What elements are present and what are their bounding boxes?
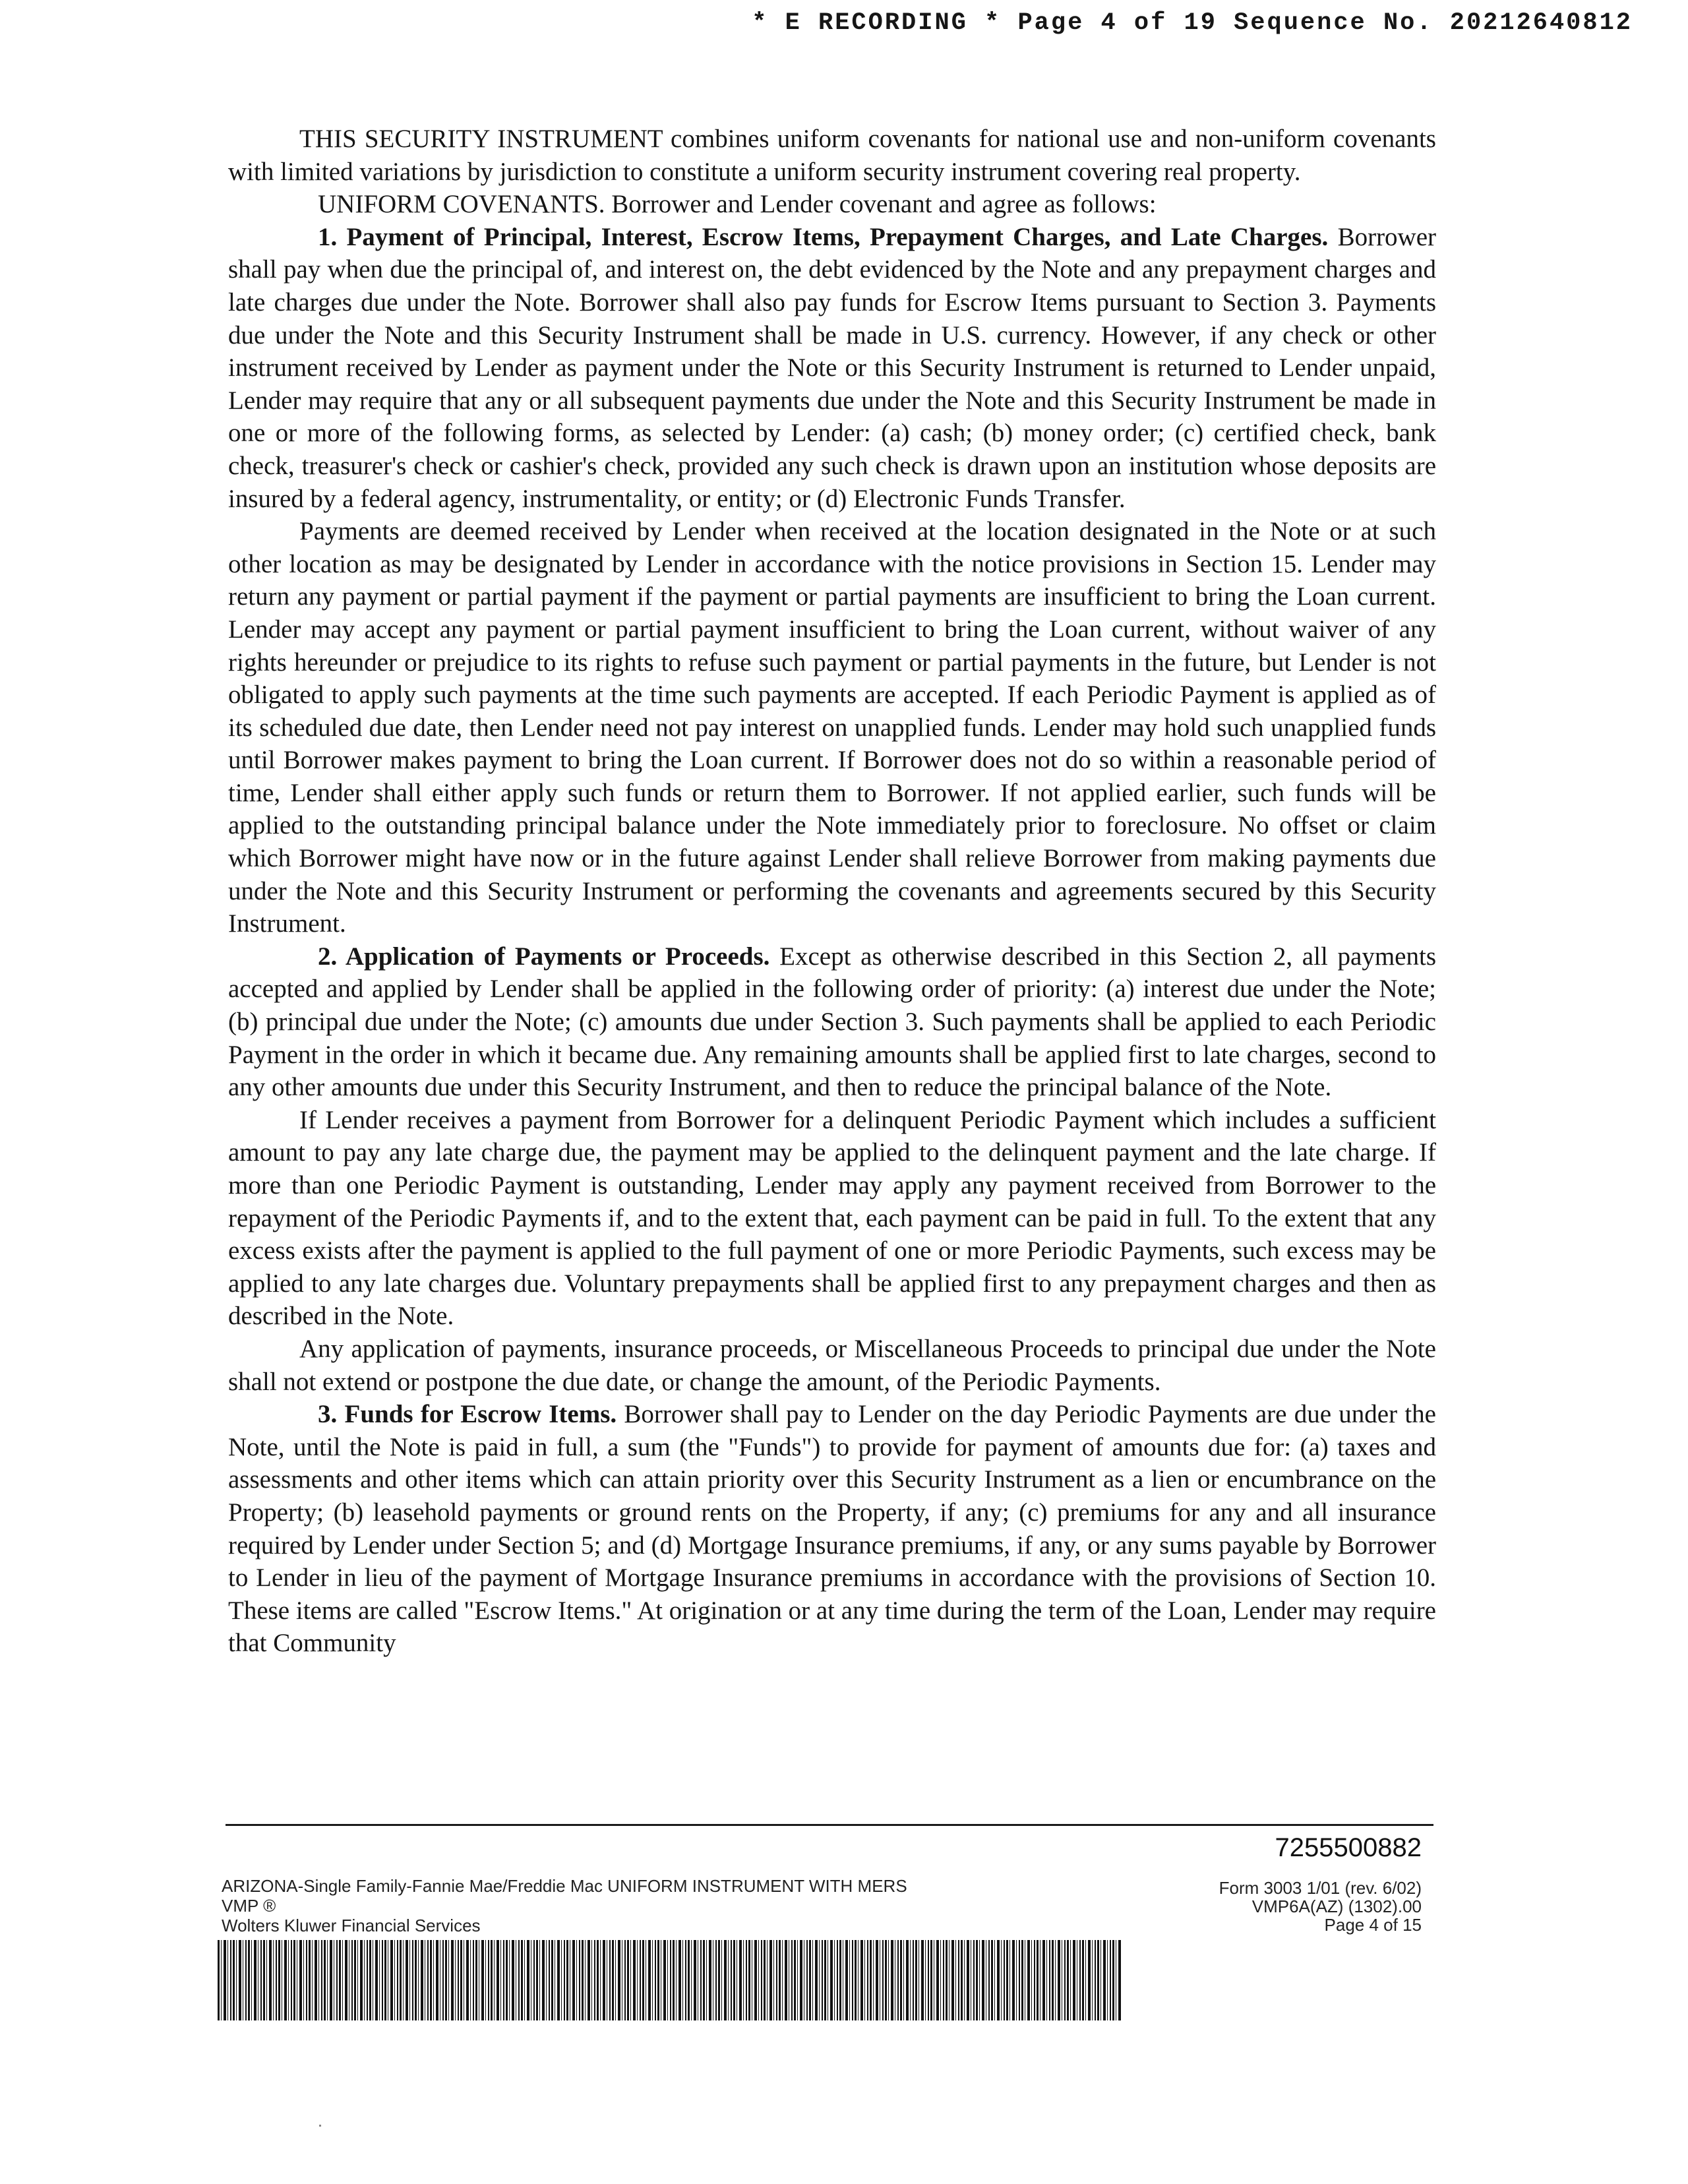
- loan-number: 7255500882: [1275, 1833, 1422, 1862]
- publisher: Wolters Kluwer Financial Services: [222, 1916, 481, 1935]
- section-2-paragraph: [228, 940, 1436, 1104]
- section-1-heading: 1. Payment of Principal, Interest, Escrow Items, Prepayment Charges, and Late Charges.: [318, 222, 1329, 251]
- footer-divider: [226, 1824, 1433, 1826]
- section-2-heading: 2. Application of Payments or Proceeds.: [318, 942, 770, 971]
- section-3-text: Borrower shall pay to Lender on the day Periodic Payments are due under the Note, until the Note is paid in full, a sum (the "Funds") to provide for payment of amounts due for: (a) taxes and assessments and other items which can attain priority over this Security Instrument as a lien or encumbrance on the Property; (b) leasehold payments or ground rents on the Property, if any; (c) premiums for any and all insurance required by Lender under Section 5; and (d) Mortgage Insurance premiums, if any, or any sums payable by Borrower to Lender in lieu of the payment of Mortgage Insurance premiums in accordance with the provisions of Section 10. These items are called "Escrow Items." At origination or at any time during the term of the Loan, Lender may require that Community: [228, 1400, 1436, 1658]
- form-page-number: Page 4 of 15: [1324, 1915, 1422, 1935]
- vmp-mark: VMP ®: [222, 1896, 276, 1916]
- intro-paragraph: THIS SECURITY INSTRUMENT combines uniform covenants for national use and non-uniform covenants with limited variations by jurisdiction to constitute a uniform security instrument covering real property.: [228, 125, 1436, 186]
- scan-speck: [319, 2125, 321, 2127]
- vmp-code: VMP6A(AZ) (1302).00: [1251, 1896, 1422, 1916]
- uniform-covenants-paragraph: UNIFORM COVENANTS. Borrower and Lender covenant and agree as follows:: [318, 190, 1157, 219]
- section-2-text: Except as otherwise described in this Section 2, all payments accepted and applied by Lender shall be applied in the following order of priority: (a) interest due under the Note; (b) principal due under the Note; (c) amounts due under Section 3. Such payments shall be applied to each Periodic Payment in the order in which it became due. Any remaining amounts shall be applied first to late charges, second to any other amounts due under this Security Instrument, and then to reduce the principal balance of the Note.: [228, 942, 1436, 1102]
- form-number: Form 3003 1/01 (rev. 6/02): [1219, 1878, 1422, 1898]
- section-3-paragraph: [228, 1398, 1436, 1660]
- recording-header: * E RECORDING * Page 4 of 19 Sequence No. 20212640812: [752, 9, 1633, 37]
- document-body: [228, 123, 1436, 1660]
- form-title: ARIZONA-Single Family-Fannie Mae/Freddie Mac UNIFORM INSTRUMENT WITH MERS: [222, 1876, 907, 1896]
- form-info: [1219, 1879, 1422, 1934]
- barcode: [218, 1940, 1122, 2020]
- application-paragraph: Any application of payments, insurance proceeds, or Miscellaneous Proceeds to principal due under the Note shall not extend or postpone the due date, or change the amount, of the Periodic Payments.: [228, 1334, 1436, 1396]
- section-3-heading: 3. Funds for Escrow Items.: [318, 1400, 617, 1429]
- section-1-paragraph: [228, 221, 1436, 515]
- section-1-text: Borrower shall pay when due the principal of, and interest on, the debt evidenced by the Note and any prepayment charges and late charges due under the Note. Borrower shall also pay funds for Escrow Items pursuant to Section 3. Payments due under the Note and this Security Instrument shall be made in U.S. currency. However, if any check or other instrument received by Lender as payment under the Note or this Security Instrument is returned to Lender unpaid, Lender may require that any or all subsequent payments due under the Note and this Security Instrument be made in one or more of the following forms, as selected by Lender: (a) cash; (b) money order; (c) certified check, bank check, treasurer's check or cashier's check, provided any such check is drawn upon an institution whose deposits are insured by a federal agency, instrumentality, or entity; or (d) Electronic Funds Transfer.: [228, 222, 1437, 513]
- form-description: [222, 1876, 907, 1935]
- payments-received-paragraph: Payments are deemed received by Lender when received at the location designated in the Note or at such other location as may be designated by Lender in accordance with the notice provisions in Section 15. Lender may return any payment or partial payment if the payment or partial payments are insufficient to bring the Loan current. Lender may accept any payment or partial payment insufficient to bring the Loan current, without waiver of any rights hereunder or prejudice to its rights to refuse such payment or partial payments in the future, but Lender is not obligated to apply such payments at the time such payments are accepted. If each Periodic Payment is applied as of its scheduled due date, then Lender need not pay interest on unapplied funds. Lender may hold such unapplied funds until Borrower makes payment to bring the Loan current. If Borrower does not do so within a reasonable period of time, Lender shall either apply such funds or return them to Borrower. If not applied earlier, such funds will be applied to the outstanding principal balance under the Note immediately prior to foreclosure. No offset or claim which Borrower might have now or in the future against Lender shall relieve Borrower from making payments due under the Note and this Security Instrument or performing the covenants and agreements secured by this Security Instrument.: [228, 517, 1436, 938]
- delinquent-payment-paragraph: If Lender receives a payment from Borrower for a delinquent Periodic Payment which includes a sufficient amount to pay any late charge due, the payment may be applied to the delinquent payment and the late charge. If more than one Periodic Payment is outstanding, Lender may apply any payment received from Borrower to the repayment of the Periodic Payments if, and to the extent that, each payment can be paid in full. To the extent that any excess exists after the payment is applied to the full payment of one or more Periodic Payments, such excess may be applied to any late charges due. Voluntary prepayments shall be applied first to any prepayment charges and then as described in the Note.: [228, 1105, 1436, 1331]
